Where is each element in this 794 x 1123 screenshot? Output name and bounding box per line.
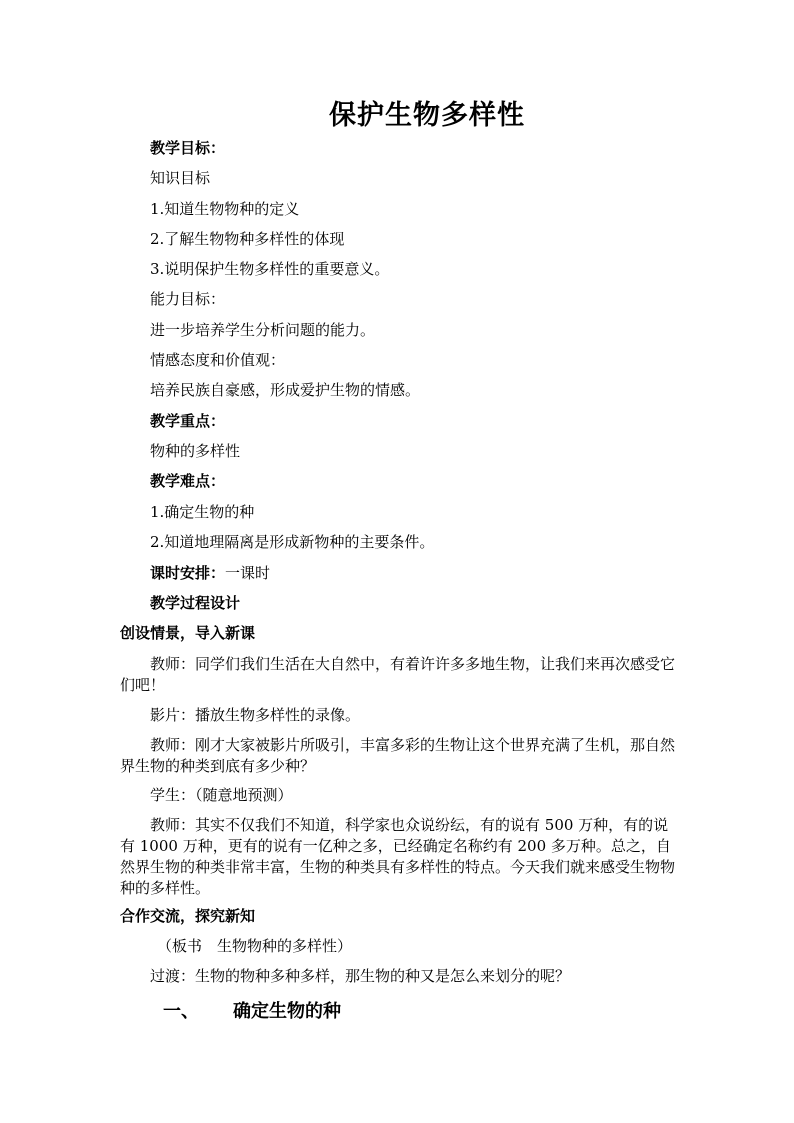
subsection-heading	[163, 997, 341, 1023]
document-title: 保护生物多样性	[329, 100, 525, 131]
transition-text: 过渡：生物的物种多种多样，那生物的种又是怎么来划分的呢？	[150, 967, 571, 985]
attitude-text: 培养民族自豪感，形成爱护生物的情感。	[150, 381, 421, 399]
difficulty-item: 1.确定生物的种	[150, 503, 255, 521]
objectives-heading: 教学目标：	[150, 139, 226, 157]
attitude-label: 情感态度和价值观：	[150, 351, 286, 369]
schedule-line	[150, 564, 270, 582]
paragraph: 教师：刚才大家被影片所吸引，丰富多彩的生物让这个世界充满了生机，那自然界生物的种类到底有多少种？	[120, 736, 676, 775]
subsection-number: 一、	[163, 1001, 199, 1022]
schedule-heading: 课时安排：	[150, 564, 226, 582]
paragraph: 影片：播放生物多样性的录像。	[150, 706, 361, 724]
knowledge-item: 3.说明保护生物多样性的重要意义。	[150, 260, 390, 278]
focus-text: 物种的多样性	[150, 442, 241, 460]
focus-heading: 教学重点：	[150, 412, 226, 430]
ability-text: 进一步培养学生分析问题的能力。	[150, 321, 376, 339]
paragraph: 教师：其实不仅我们不知道，科学家也众说纷纭，有的说有 500 万种，有的说有 1000 万种，更有的说有一亿种之多，已经确定名称约有 200 多万种。总之，自然界生物的种类非常丰富，生物的种类具有多样性的特点。今天我们就来感受生物物种的多样性。	[120, 816, 676, 897]
difficulty-item: 2.知道地理隔离是形成新物种的主要条件。	[150, 533, 435, 551]
schedule-text: 一课时	[225, 564, 271, 582]
process-heading: 教学过程设计	[150, 594, 241, 612]
knowledge-label: 知识目标	[150, 169, 211, 187]
board-note: （板书 生物物种的多样性）	[157, 937, 353, 955]
knowledge-item: 1.知道生物物种的定义	[150, 200, 300, 218]
section-heading: 创设情景，导入新课	[120, 624, 256, 642]
ability-label: 能力目标：	[150, 290, 226, 308]
difficulty-heading: 教学难点：	[150, 472, 226, 490]
paragraph: 学生：（随意地预测）	[150, 786, 293, 804]
knowledge-item: 2.了解生物物种多样性的体现	[150, 230, 345, 248]
paragraph: 教师：同学们我们生活在大自然中，有着许许多多地生物，让我们来再次感受它们吧！	[120, 655, 676, 694]
section-heading: 合作交流，探究新知	[120, 907, 256, 925]
subsection-title: 确定生物的种	[233, 1001, 341, 1022]
